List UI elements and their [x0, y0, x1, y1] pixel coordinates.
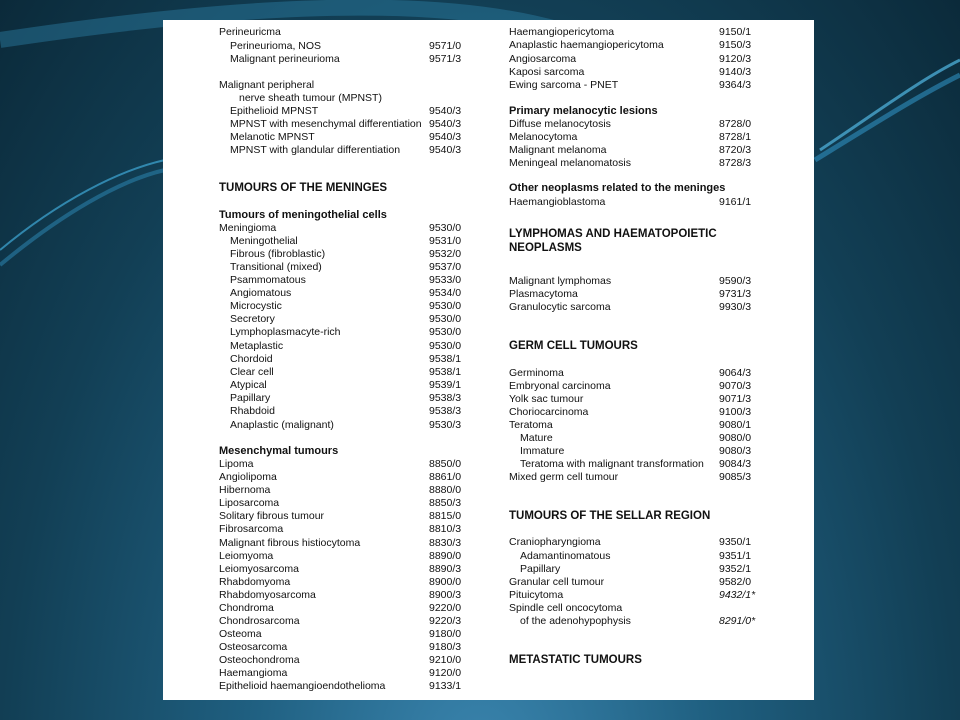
icd-o-code: 9731/3: [719, 288, 752, 300]
icd-o-code: 9100/3: [719, 406, 752, 418]
tumour-entry: [509, 26, 759, 39]
icd-o-code: 9210/0: [429, 654, 462, 666]
tumour-entry: [219, 79, 464, 92]
icd-o-code: 9080/0: [719, 432, 752, 444]
tumour-name: Granulocytic sarcoma: [509, 301, 611, 313]
tumour-entry: [509, 550, 759, 563]
icd-o-code: 9571/3: [429, 53, 462, 65]
tumour-name: Liposarcoma: [219, 497, 280, 509]
icd-o-code: 9530/3: [429, 419, 462, 431]
tumour-entry: [219, 405, 464, 418]
tumour-name: Lymphoplasmacyte-rich: [230, 326, 341, 338]
tumour-name: Rhabdoid: [230, 405, 275, 417]
tumour-entry: [219, 261, 464, 274]
section-heading: [509, 654, 759, 667]
tumour-entry: [219, 628, 464, 641]
tumour-name: Psammomatous: [230, 274, 306, 286]
icd-o-code: 8728/0: [719, 118, 752, 130]
icd-o-code: 9534/0: [429, 287, 462, 299]
tumour-name: Craniopharyngioma: [509, 536, 601, 548]
tumour-entry: [509, 275, 759, 288]
tumour-entry: [219, 366, 464, 379]
heading-text: TUMOURS OF THE MENINGES: [219, 182, 388, 194]
icd-o-code: 9540/3: [429, 131, 462, 143]
section-heading: [219, 182, 464, 195]
tumour-entry: [219, 326, 464, 339]
tumour-name: Rhabdomyosarcoma: [219, 589, 316, 601]
icd-o-code: 9530/0: [429, 340, 462, 352]
tumour-entry: [219, 510, 464, 523]
icd-o-code: 9180/3: [429, 641, 462, 653]
tumour-entry: [509, 393, 759, 406]
tumour-entry: [509, 288, 759, 301]
icd-o-code: 9538/3: [429, 392, 462, 404]
icd-o-code: 9080/1: [719, 419, 752, 431]
tumour-entry: [219, 92, 464, 105]
icd-o-code: 8850/0: [429, 458, 462, 470]
tumour-name: Choriocarcinoma: [509, 406, 589, 418]
tumour-entry: [219, 615, 464, 628]
tumour-entry: [509, 144, 759, 157]
icd-o-code: 8900/3: [429, 589, 462, 601]
tumour-name: Meningothelial: [230, 235, 298, 247]
tumour-entry: [509, 458, 759, 471]
heading-text: GERM CELL TUMOURS: [509, 340, 638, 352]
tumour-entry: [509, 563, 759, 576]
tumour-entry: [219, 353, 464, 366]
tumour-name: Leiomyoma: [219, 550, 274, 562]
tumour-entry: [219, 458, 464, 471]
icd-o-code: 9364/3: [719, 79, 752, 91]
tumour-entry: [509, 157, 759, 170]
tumour-entry: [219, 563, 464, 576]
icd-o-code: 9539/1: [429, 379, 462, 391]
icd-o-code: 9530/0: [429, 313, 462, 325]
tumour-entry: [219, 379, 464, 392]
tumour-entry: [509, 432, 759, 445]
heading-text: NEOPLASMS: [509, 242, 582, 254]
icd-o-code: 9538/1: [429, 353, 462, 365]
tumour-name: Plasmacytoma: [509, 288, 578, 300]
tumour-name: Yolk sac tumour: [509, 393, 584, 405]
icd-o-code: 8861/0: [429, 471, 462, 483]
icd-o-code: 9571/0: [429, 40, 462, 52]
tumour-name: Angiolipoma: [219, 471, 277, 483]
icd-o-code: 9120/3: [719, 53, 752, 65]
tumour-name: Malignant melanoma: [509, 144, 607, 156]
tumour-name: Haemangioblastoma: [509, 196, 606, 208]
icd-o-code: 9538/1: [429, 366, 462, 378]
tumour-name: Ewing sarcoma - PNET: [509, 79, 619, 91]
icd-o-code: 9582/0: [719, 576, 752, 588]
tumour-name: Hibernoma: [219, 484, 271, 496]
icd-o-code: 8830/3: [429, 537, 462, 549]
tumour-name: Mixed germ cell tumour: [509, 471, 619, 483]
tumour-entry: [219, 248, 464, 261]
tumour-entry: [509, 602, 759, 615]
tumour-entry: [509, 53, 759, 66]
tumour-name: Osteosarcoma: [219, 641, 288, 653]
tumour-name: Meningioma: [219, 222, 277, 234]
tumour-name: Germinoma: [509, 367, 564, 379]
tumour-name: Granular cell tumour: [509, 576, 605, 588]
tumour-name: Microcystic: [230, 300, 282, 312]
icd-o-code: 9533/0: [429, 274, 462, 286]
icd-o-code: 9071/3: [719, 393, 752, 405]
tumour-entry: [509, 576, 759, 589]
icd-o-code: 9351/1: [719, 550, 752, 562]
tumour-entry: [509, 131, 759, 144]
icd-o-code: 8890/0: [429, 550, 462, 562]
tumour-name: Epithelioid MPNST: [230, 105, 319, 117]
icd-o-code: 9220/3: [429, 615, 462, 627]
tumour-entry: [219, 53, 464, 66]
icd-o-code: 9080/3: [719, 445, 752, 457]
tumour-entry: [509, 536, 759, 549]
tumour-entry: [509, 589, 759, 602]
heading-text: Primary melanocytic lesions: [509, 105, 658, 117]
heading-text: LYMPHOMAS AND HAEMATOPOIETIC: [509, 228, 717, 240]
tumour-name: Perineurioma, NOS: [230, 40, 322, 52]
tumour-entry: [219, 419, 464, 432]
tumour-entry: [219, 40, 464, 53]
tumour-name: Metaplastic: [230, 340, 284, 352]
tumour-entry: [509, 196, 759, 209]
tumour-name: Haemangiopericytoma: [509, 26, 615, 38]
tumour-entry: [509, 118, 759, 131]
tumour-entry: [219, 392, 464, 405]
tumour-entry: [219, 222, 464, 235]
tumour-name: Leiomyosarcoma: [219, 563, 299, 575]
tumour-name: Chondrosarcoma: [219, 615, 300, 627]
tumour-entry: [509, 301, 759, 314]
tumour-name: Teratoma: [509, 419, 553, 431]
icd-o-code: 8900/0: [429, 576, 462, 588]
icd-o-code: 9085/3: [719, 471, 752, 483]
tumour-name: Epithelioid haemangioendothelioma: [219, 680, 386, 692]
section-heading: [509, 510, 759, 523]
icd-o-code: 8890/3: [429, 563, 462, 575]
tumour-name: Spindle cell oncocytoma: [509, 602, 623, 614]
tumour-name: Anaplastic (malignant): [230, 419, 334, 431]
tumour-name: Chondroma: [219, 602, 274, 614]
icd-o-code: 9064/3: [719, 367, 752, 379]
icd-o-code: 9540/3: [429, 105, 462, 117]
tumour-name: Meningeal melanomatosis: [509, 157, 631, 169]
tumour-entry: [219, 300, 464, 313]
tumour-entry: [219, 550, 464, 563]
icd-o-code: 9070/3: [719, 380, 752, 392]
tumour-name: Pituicytoma: [509, 589, 564, 601]
tumour-entry: [219, 589, 464, 602]
tumour-entry: [219, 131, 464, 144]
tumour-entry: [219, 497, 464, 510]
tumour-entry: [219, 118, 464, 131]
tumour-entry: [219, 235, 464, 248]
icd-o-code: 8810/3: [429, 523, 462, 535]
document-page: [163, 20, 814, 700]
tumour-entry: [219, 602, 464, 615]
subsection-heading: [509, 182, 759, 195]
tumour-entry: [509, 615, 759, 628]
subsection-heading: [219, 209, 464, 222]
tumour-name: MPNST with mesenchymal differentiation: [230, 118, 422, 130]
tumour-name: Osteochondroma: [219, 654, 300, 666]
tumour-entry: [219, 641, 464, 654]
tumour-name: Embryonal carcinoma: [509, 380, 611, 392]
icd-o-code: 8850/3: [429, 497, 462, 509]
subsection-heading: [509, 105, 759, 118]
tumour-name: Rhabdomyoma: [219, 576, 291, 588]
tumour-name: Osteoma: [219, 628, 262, 640]
icd-o-code: 9590/3: [719, 275, 752, 287]
tumour-entry: [219, 576, 464, 589]
heading-text: METASTATIC TUMOURS: [509, 654, 642, 666]
tumour-name: Diffuse melanocytosis: [509, 118, 611, 130]
icd-o-code: 9530/0: [429, 326, 462, 338]
icd-o-code: 9120/0: [429, 667, 462, 679]
icd-o-code: 9161/1: [719, 196, 752, 208]
tumour-name: Atypical: [230, 379, 267, 391]
icd-o-code: 9150/3: [719, 39, 752, 51]
tumour-entry: [219, 667, 464, 680]
tumour-entry: [509, 367, 759, 380]
icd-o-code: 8728/1: [719, 131, 752, 143]
icd-o-code: 9352/1: [719, 563, 752, 575]
icd-o-code: 8880/0: [429, 484, 462, 496]
heading-text: TUMOURS OF THE SELLAR REGION: [509, 510, 711, 522]
icd-o-code: 9530/0: [429, 222, 462, 234]
tumour-entry: [509, 406, 759, 419]
tumour-entry: [219, 144, 464, 157]
tumour-name: Fibrous (fibroblastic): [230, 248, 326, 260]
subsection-heading: [219, 445, 464, 458]
tumour-name: Fibrosarcoma: [219, 523, 284, 535]
icd-o-code: 9537/0: [429, 261, 462, 273]
tumour-name: Perineuricma: [219, 26, 281, 38]
tumour-name: Haemangioma: [219, 667, 288, 679]
tumour-entry: [219, 680, 464, 693]
tumour-entry: [219, 537, 464, 550]
icd-o-code: 8720/3: [719, 144, 752, 156]
icd-o-code: 8728/3: [719, 157, 752, 169]
tumour-entry: [509, 39, 759, 52]
tumour-entry: [509, 419, 759, 432]
tumour-entry: [219, 484, 464, 497]
tumour-name: Angiomatous: [230, 287, 292, 299]
tumour-entry: [509, 471, 759, 484]
tumour-entry: [509, 380, 759, 393]
tumour-entry: [219, 340, 464, 353]
tumour-name: Malignant fibrous histiocytoma: [219, 537, 361, 549]
tumour-name: Immature: [520, 445, 565, 457]
tumour-entry: [219, 654, 464, 667]
tumour-name: Papillary: [230, 392, 271, 404]
tumour-name: Kaposi sarcoma: [509, 66, 585, 78]
tumour-name: MPNST with glandular differentiation: [230, 144, 401, 156]
tumour-name: Secretory: [230, 313, 275, 325]
icd-o-code: 9140/3: [719, 66, 752, 78]
tumour-entry: [219, 105, 464, 118]
tumour-entry: [219, 274, 464, 287]
icd-o-code: 9133/1: [429, 680, 462, 692]
tumour-name: Transitional (mixed): [230, 261, 322, 273]
icd-o-code: 8291/0*: [719, 615, 756, 627]
heading-text: Tumours of meningothelial cells: [219, 209, 387, 221]
tumour-name: Teratoma with malignant transformation: [520, 458, 704, 470]
tumour-entry: [219, 26, 464, 39]
icd-o-code: 9532/0: [429, 248, 462, 260]
tumour-name: Clear cell: [230, 366, 274, 378]
tumour-name: Solitary fibrous tumour: [219, 510, 325, 522]
tumour-name: Mature: [520, 432, 553, 444]
icd-o-code: 9538/3: [429, 405, 462, 417]
tumour-name: Melanotic MPNST: [230, 131, 315, 143]
tumour-entry: [509, 79, 759, 92]
icd-o-code: 9150/1: [719, 26, 752, 38]
tumour-name: nerve sheath tumour (MPNST): [239, 92, 382, 104]
icd-o-code: 9930/3: [719, 301, 752, 313]
tumour-name: Malignant perineurioma: [230, 53, 340, 65]
tumour-name: Lipoma: [219, 458, 254, 470]
tumour-entry: [219, 523, 464, 536]
tumour-name: Melanocytoma: [509, 131, 578, 143]
icd-o-code: 9084/3: [719, 458, 752, 470]
tumour-name: of the adenohypophysis: [520, 615, 631, 627]
heading-text: Mesenchymal tumours: [219, 445, 339, 457]
tumour-entry: [219, 287, 464, 300]
section-heading: [509, 340, 759, 353]
tumour-name: Angiosarcoma: [509, 53, 577, 65]
icd-o-code: 9220/0: [429, 602, 462, 614]
icd-o-code: 9540/3: [429, 144, 462, 156]
icd-o-code: 8815/0: [429, 510, 462, 522]
tumour-name: Malignant peripheral: [219, 79, 315, 91]
tumour-name: Papillary: [520, 563, 561, 575]
icd-o-code: 9540/3: [429, 118, 462, 130]
section-heading: [509, 242, 759, 255]
icd-o-code: 9432/1*: [719, 589, 756, 601]
tumour-entry: [509, 445, 759, 458]
tumour-name: Adamantinomatous: [520, 550, 611, 562]
icd-o-code: 9180/0: [429, 628, 462, 640]
heading-text: Other neoplasms related to the meninges: [509, 182, 726, 194]
tumour-entry: [509, 66, 759, 79]
section-heading: [509, 228, 759, 241]
tumour-name: Chordoid: [230, 353, 273, 365]
tumour-name: Anaplastic haemangiopericytoma: [509, 39, 664, 51]
icd-o-code: 9530/0: [429, 300, 462, 312]
tumour-entry: [219, 471, 464, 484]
icd-o-code: 9350/1: [719, 536, 752, 548]
tumour-entry: [219, 313, 464, 326]
tumour-name: Malignant lymphomas: [509, 275, 612, 287]
icd-o-code: 9531/0: [429, 235, 462, 247]
